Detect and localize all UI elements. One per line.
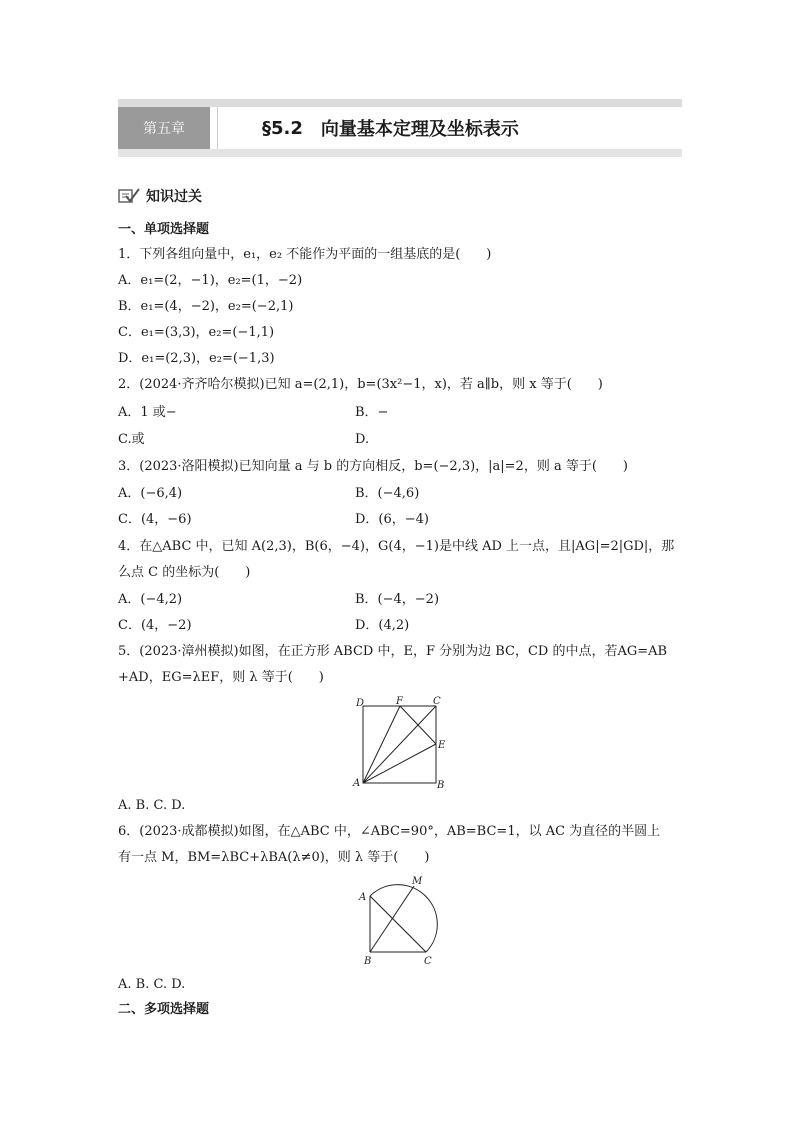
label-f: F xyxy=(396,696,403,707)
section-number: §5.2 xyxy=(262,117,303,139)
q3-option-b: B．(−4,6) xyxy=(355,486,420,501)
square-figure xyxy=(350,696,460,792)
label-a: A xyxy=(359,892,367,903)
label-d: D xyxy=(356,698,365,709)
q5-stem-line2: +AD，EG=λEF，则 λ 等于( ) xyxy=(118,670,324,685)
label-b: B xyxy=(364,956,372,967)
q3-option-c: C．(4，−6) xyxy=(118,512,192,527)
segment-bm xyxy=(370,886,414,952)
label-m: M xyxy=(412,876,423,887)
label-a: A xyxy=(353,778,361,789)
q6-options: A. B. C. D. xyxy=(118,977,186,992)
q4-stem-line2: 么点 C 的坐标为( ) xyxy=(118,565,251,580)
q5-stem-line1: 5．(2023·漳州模拟)如图，在正方形 ABCD 中，E，F 分别为边 BC，CD 的中点，若AG=AB xyxy=(118,644,668,659)
segment-ae xyxy=(363,744,436,783)
q3-stem: 3．(2023·洛阳模拟)已知向量 a 与 b 的方向相反，b=(−2,3)，|a|=2，则 a 等于( ) xyxy=(118,459,628,474)
q5-options: A. B. C. D. xyxy=(118,798,186,813)
q2-option-b: B．− xyxy=(355,405,389,420)
semicircle-figure xyxy=(350,872,450,968)
q1-option-b: B．e₁=(4，−2)，e₂=(−2,1) xyxy=(118,299,294,314)
chapter-banner xyxy=(118,99,682,157)
label-b: B xyxy=(437,780,445,791)
q2-stem: 2．(2024·齐齐哈尔模拟)已知 a=(2,1)，b=(3x²−1，x)，若 a∥b，则 x 等于( ) xyxy=(118,377,603,392)
q6-stem-line1: 6．(2023·成都模拟)如图，在△ABC 中，∠ABC=90°，AB=BC=1，以 AC 为直径的半圆上 xyxy=(118,824,661,839)
segment-ac xyxy=(370,896,426,952)
label-e: E xyxy=(438,740,446,751)
segment-af xyxy=(363,706,400,783)
q1-option-a: A．e₁=(2，−1)，e₂=(1，−2) xyxy=(118,273,303,288)
section-title: 向量基本定理及坐标表示 xyxy=(320,119,519,140)
q2-option-a: A．1 或− xyxy=(118,405,177,420)
checklist-icon xyxy=(118,188,140,204)
q4-option-b: B．(−4，−2) xyxy=(355,592,440,607)
segment-ac xyxy=(363,706,436,783)
q1-option-d: D．e₁=(2,3)，e₂=(−1,3) xyxy=(118,351,275,366)
semicircle-arc xyxy=(370,885,437,952)
q2-option-c: C.或 xyxy=(118,432,145,447)
page-title xyxy=(217,107,683,149)
section-heading xyxy=(118,186,202,206)
q1-option-c: C．e₁=(3,3)，e₂=(−1,1) xyxy=(118,325,275,340)
part-heading-1: 一、单项选择题 xyxy=(118,222,210,237)
label-c: C xyxy=(433,696,441,707)
banner-top-stripe xyxy=(118,99,682,107)
q1-stem: 1．下列各组向量中，e₁，e₂ 不能作为平面的一组基底的是( ) xyxy=(118,247,492,262)
q3-option-d: D．(6，−4) xyxy=(355,512,430,527)
chapter-tab: 第五章 xyxy=(118,107,210,149)
q3-option-a: A．(−6,4) xyxy=(118,486,183,501)
q4-option-c: C．(4，−2) xyxy=(118,618,192,633)
q6-stem-line2: 有一点 M，BM=λBC+λBA(λ≠0)，则 λ 等于( ) xyxy=(118,850,430,865)
q2-option-d: D. xyxy=(355,432,370,447)
section-label: 知识过关 xyxy=(146,189,202,205)
label-c: C xyxy=(424,956,432,967)
q4-stem-line1: 4．在△ABC 中，已知 A(2,3)，B(6，−4)，G(4，−1)是中线 AD 上一点，且|AG|=2|GD|，那 xyxy=(118,539,675,554)
part-heading-2: 二、多项选择题 xyxy=(118,1002,210,1017)
q4-option-d: D．(4,2) xyxy=(355,618,410,633)
q4-option-a: A．(−4,2) xyxy=(118,592,183,607)
banner-bottom-stripe xyxy=(118,149,682,157)
